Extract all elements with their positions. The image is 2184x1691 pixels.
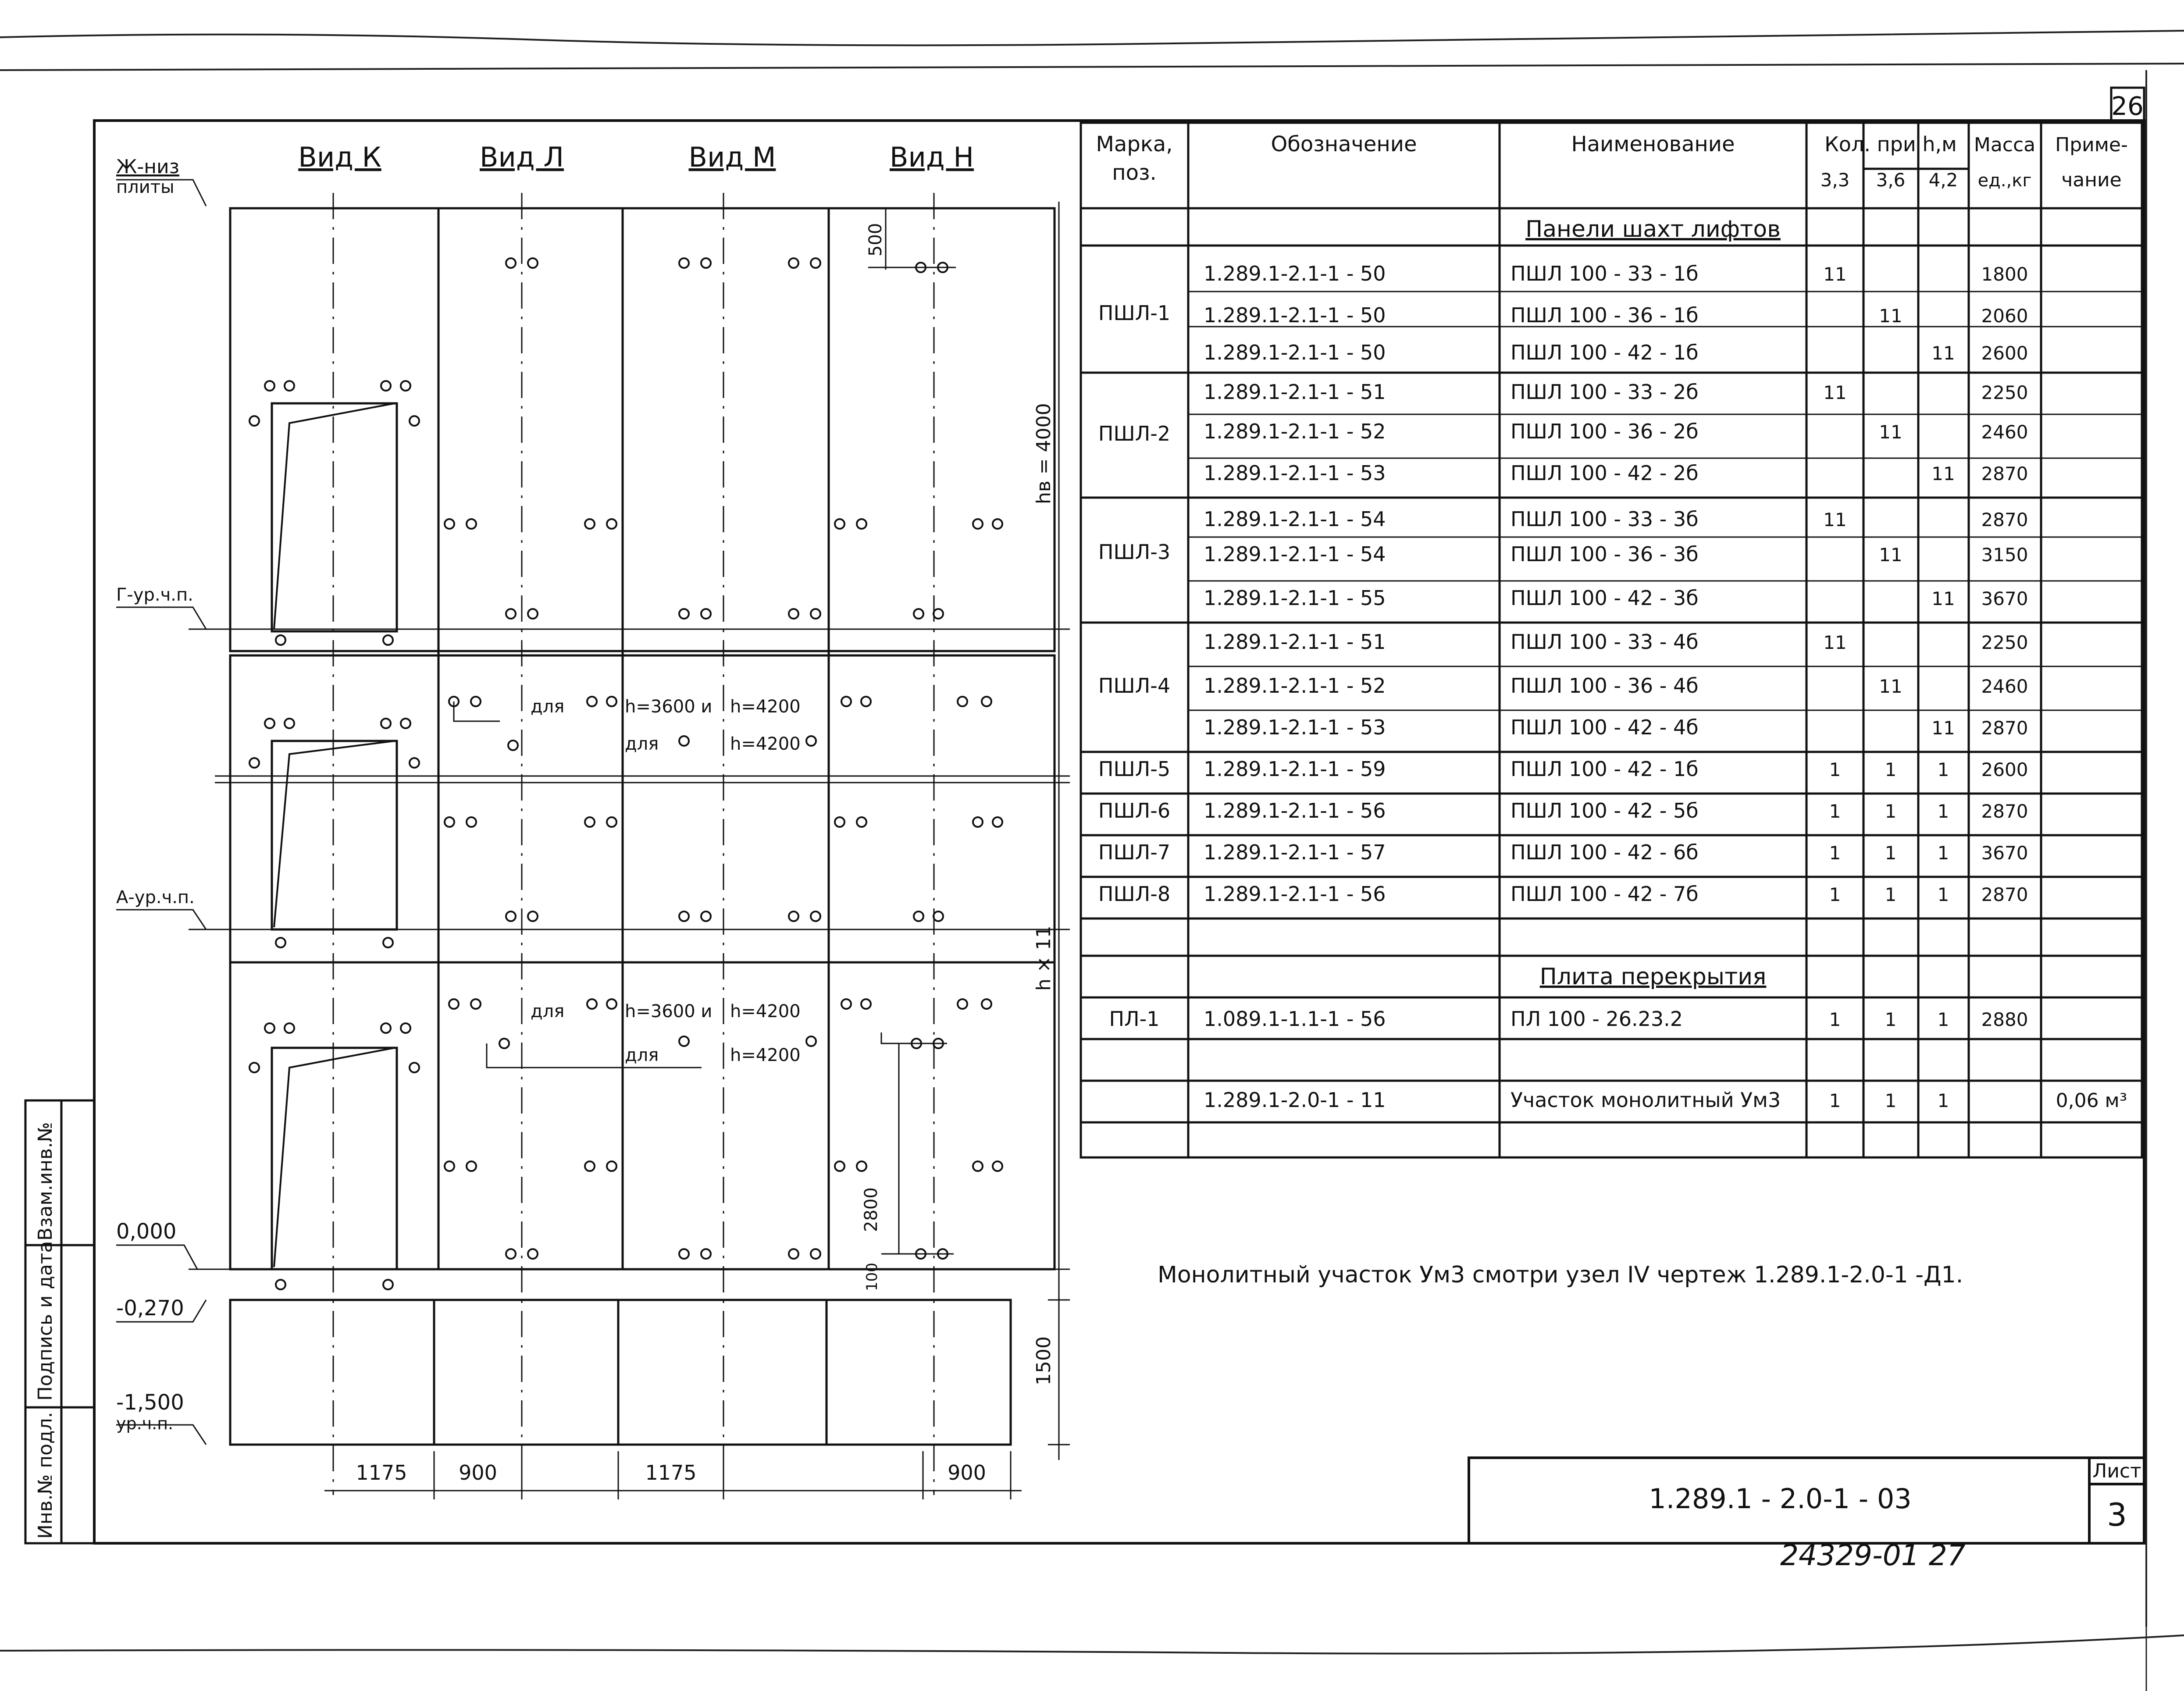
view-l-label: Вид Л: [479, 141, 564, 173]
row-marka: ПЛ-1: [1109, 1007, 1160, 1031]
anchor-hole: [265, 1023, 274, 1033]
row-massa: 3150: [1981, 544, 2028, 566]
level-zero: 0,000: [116, 1219, 177, 1244]
anchor-hole: [607, 999, 616, 1009]
header-prim-2: чание: [2061, 169, 2122, 191]
row-oboznachenie: 1.089.1-1.1-1 - 56: [1204, 1007, 1386, 1031]
row-naimenovanie: ПШЛ 100 - 36 - 1б: [1511, 303, 1699, 327]
header-massa-2: ед.,кг: [1977, 171, 2032, 191]
anchor-hole: [679, 258, 689, 268]
row-naimenovanie: ПЛ 100 - 26.23.2: [1511, 1007, 1683, 1031]
row-kol-36: 1: [1885, 801, 1897, 822]
level-a: А-ур.ч.п.: [116, 887, 195, 908]
anchor-hole: [679, 1036, 689, 1046]
row-marka: ПШЛ-6: [1098, 799, 1171, 822]
anchor-hole: [383, 1280, 393, 1289]
elevation-drawing: [116, 180, 1070, 1499]
anchor-hole: [445, 519, 454, 529]
row-oboznachenie: 1.289.1-2.1-1 - 50: [1204, 262, 1386, 285]
side-stamp-vzam: Взам.инв.№: [34, 1122, 57, 1241]
row-kol-33: 1: [1829, 1009, 1841, 1030]
anchor-hole: [914, 609, 923, 619]
anchor-hole: [276, 1280, 285, 1289]
note-h4200-2: h=4200: [730, 734, 801, 754]
anchor-hole: [587, 697, 597, 706]
anchor-hole: [993, 1161, 1002, 1171]
row-oboznachenie: 1.289.1-2.1-1 - 53: [1204, 716, 1386, 739]
anchor-hole: [857, 1161, 866, 1171]
dim-hv: hв = 4000: [1033, 403, 1055, 504]
anchor-hole: [285, 719, 294, 728]
anchor-hole: [607, 817, 616, 827]
anchor-hole: [585, 1161, 595, 1171]
dim-bottom-2: 900: [459, 1461, 497, 1485]
row-kol-42: 11: [1931, 717, 1955, 739]
anchor-hole: [383, 635, 393, 645]
anchor-hole: [607, 1161, 616, 1171]
anchor-hole: [445, 1161, 454, 1171]
row-massa: 2870: [1981, 801, 2028, 822]
anchor-hole: [585, 817, 595, 827]
anchor-hole: [265, 381, 274, 391]
header-oboznachenie: Обозначение: [1271, 132, 1417, 157]
row-prim: 0,06 м³: [2056, 1089, 2127, 1112]
dim-bottom-1: 1175: [356, 1461, 407, 1485]
dim-100: 100: [863, 1263, 881, 1291]
anchor-hole: [467, 1161, 476, 1171]
anchor-hole: [607, 697, 616, 706]
anchor-hole: [811, 258, 820, 268]
note-h3600-2: h=3600 и: [625, 1001, 713, 1022]
anchor-hole: [607, 519, 616, 529]
row-massa: 2460: [1981, 676, 2028, 697]
header-massa: Масса: [1974, 134, 2036, 156]
row-naimenovanie: ПШЛ 100 - 42 - 1б: [1511, 341, 1699, 364]
anchor-hole: [835, 817, 844, 827]
anchor-hole: [381, 719, 391, 728]
anchor-hole: [857, 519, 866, 529]
row-kol-33: 1: [1829, 884, 1841, 905]
anchor-hole: [857, 817, 866, 827]
anchor-hole: [701, 911, 711, 921]
level-minus-270: -0,270: [116, 1296, 184, 1321]
row-massa: 2870: [1981, 509, 2028, 530]
anchor-hole: [789, 609, 798, 619]
row-kol-33: 11: [1823, 382, 1847, 403]
anchor-hole: [381, 1023, 391, 1033]
row-massa: 2600: [1981, 342, 2028, 364]
row-kol-36: 11: [1879, 421, 1903, 443]
row-kol-42: 11: [1931, 463, 1955, 484]
row-kol-42: 1: [1937, 842, 1949, 864]
header-h33: 3,3: [1820, 169, 1850, 191]
anchor-hole: [835, 1161, 844, 1171]
row-oboznachenie: 1.289.1-2.1-1 - 57: [1204, 840, 1386, 864]
anchor-hole: [471, 697, 481, 706]
row-kol-36: 1: [1885, 884, 1897, 905]
row-kol-33: 1: [1829, 801, 1841, 822]
row-kol-36: 11: [1879, 544, 1903, 566]
anchor-hole: [285, 381, 294, 391]
anchor-hole: [528, 911, 538, 921]
row-massa: 2880: [1981, 1009, 2028, 1030]
note-h4200-1: h=4200: [730, 697, 801, 717]
anchor-hole: [861, 999, 871, 1009]
anchor-hole: [528, 609, 538, 619]
row-naimenovanie: ПШЛ 100 - 33 - 4б: [1511, 630, 1699, 654]
title-block-list-number: 3: [2107, 1496, 2127, 1533]
row-naimenovanie: ПШЛ 100 - 36 - 3б: [1511, 542, 1699, 566]
anchor-hole: [506, 609, 516, 619]
row-marka: ПШЛ-8: [1098, 882, 1171, 906]
anchor-hole: [410, 758, 419, 768]
anchor-hole: [508, 740, 518, 750]
anchor-hole: [276, 938, 285, 947]
anchor-hole: [383, 938, 393, 947]
row-oboznachenie: 1.289.1-2.1-1 - 53: [1204, 461, 1386, 485]
anchor-hole: [679, 911, 689, 921]
row-kol-33: 1: [1829, 842, 1841, 864]
level-g: Г-ур.ч.п.: [116, 585, 193, 605]
header-marka: Марка,: [1096, 132, 1173, 157]
level-ur-ch-p: ур.ч.п.: [116, 1414, 174, 1433]
row-naimenovanie: ПШЛ 100 - 42 - 3б: [1511, 586, 1699, 610]
anchor-hole: [506, 258, 516, 268]
row-massa: 2870: [1981, 717, 2028, 739]
row-naimenovanie: ПШЛ 100 - 42 - 6б: [1511, 840, 1699, 864]
row-kol-36: 1: [1885, 842, 1897, 864]
note-dlya-3: для: [531, 1001, 565, 1022]
row-naimenovanie: ПШЛ 100 - 42 - 2б: [1511, 461, 1699, 485]
header-h36: 3,6: [1876, 169, 1906, 191]
row-oboznachenie: 1.289.1-2.1-1 - 56: [1204, 882, 1386, 906]
row-kol-36: 1: [1885, 1009, 1897, 1030]
anchor-hole: [587, 999, 597, 1009]
anchor-hole: [467, 817, 476, 827]
row-massa: 2870: [1981, 463, 2028, 484]
anchor-hole: [249, 758, 259, 768]
note-h4200-3: h=4200: [730, 1001, 801, 1022]
row-kol-36: 1: [1885, 759, 1897, 780]
row-naimenovanie: ПШЛ 100 - 33 - 3б: [1511, 507, 1699, 531]
anchor-hole: [982, 999, 991, 1009]
anchor-hole: [835, 519, 844, 529]
note-monolith: Монолитный участок Ум3 смотри узел IV чертеж 1.289.1-2.0-1 -Д1.: [1158, 1262, 1963, 1288]
anchor-hole: [401, 1023, 410, 1033]
row-marka: ПШЛ-1: [1098, 301, 1171, 325]
row-massa: 3670: [1981, 842, 2028, 864]
anchor-hole: [806, 1036, 816, 1046]
row-oboznachenie: 1.289.1-2.1-1 - 54: [1204, 542, 1386, 566]
row-massa: 2250: [1981, 382, 2028, 403]
anchor-hole: [958, 697, 967, 706]
title-block-list-label: Лист: [2092, 1460, 2141, 1482]
view-n-label: Вид Н: [889, 141, 974, 173]
anchor-hole: [933, 911, 943, 921]
anchor-holes: [249, 258, 1002, 1289]
row-kol-42: 1: [1937, 1090, 1949, 1111]
anchor-hole: [276, 635, 285, 645]
anchor-hole: [381, 381, 391, 391]
view-m-label: Вид М: [688, 141, 776, 173]
anchor-hole: [993, 519, 1002, 529]
row-naimenovanie: ПШЛ 100 - 42 - 7б: [1511, 882, 1699, 906]
dim-500: 500: [866, 223, 886, 256]
anchor-hole: [679, 1249, 689, 1259]
row-naimenovanie: ПШЛ 100 - 42 - 4б: [1511, 716, 1699, 739]
anchor-hole: [993, 817, 1002, 827]
row-kol-36: 11: [1879, 305, 1903, 327]
anchor-hole: [265, 719, 274, 728]
row-massa: 2600: [1981, 759, 2028, 780]
dim-2800: 2800: [861, 1187, 881, 1232]
anchor-hole: [973, 817, 983, 827]
row-naimenovanie: ПШЛ 100 - 42 - 5б: [1511, 799, 1699, 822]
anchor-hole: [506, 911, 516, 921]
row-oboznachenie: 1.289.1-2.1-1 - 59: [1204, 757, 1386, 781]
row-naimenovanie: ПШЛ 100 - 42 - 1б: [1511, 757, 1699, 781]
row-kol-36: 11: [1879, 676, 1903, 697]
row-massa: 2460: [1981, 421, 2028, 443]
note-dlya-2: для: [625, 734, 659, 754]
anchor-hole: [528, 1249, 538, 1259]
anchor-hole: [401, 719, 410, 728]
header-h42: 4,2: [1928, 169, 1958, 191]
anchor-hole: [982, 697, 991, 706]
row-oboznachenie: 1.289.1-2.1-1 - 52: [1204, 674, 1386, 698]
row-massa: 2870: [1981, 884, 2028, 905]
anchor-hole: [958, 999, 967, 1009]
row-massa: 2060: [1981, 305, 2028, 327]
anchor-hole: [789, 258, 798, 268]
anchor-hole: [585, 519, 595, 529]
anchor-hole: [249, 416, 259, 426]
header-marka-2: поз.: [1112, 160, 1157, 185]
anchor-hole: [528, 258, 538, 268]
row-naimenovanie: ПШЛ 100 - 33 - 2б: [1511, 380, 1699, 404]
anchor-hole: [861, 697, 871, 706]
note-h4200-4: h=4200: [730, 1045, 801, 1065]
note-dlya-4: для: [625, 1045, 659, 1065]
anchor-hole: [806, 736, 816, 746]
level-slab-bottom-1: Ж-низ: [116, 156, 180, 178]
anchor-hole: [410, 1063, 419, 1072]
anchor-hole: [973, 1161, 983, 1171]
row-oboznachenie: 1.289.1-2.1-1 - 50: [1204, 303, 1386, 327]
row-kol-33: 1: [1829, 1090, 1841, 1111]
row-massa: 1800: [1981, 263, 2028, 285]
level-slab-bottom-2: плиты: [116, 177, 175, 197]
header-prim: Приме-: [2055, 134, 2128, 156]
side-stamp-inv-podl: Инв.№ подл.: [34, 1412, 57, 1539]
row-oboznachenie: 1.289.1-2.1-1 - 50: [1204, 341, 1386, 364]
row-marka: ПШЛ-2: [1098, 422, 1171, 445]
row-massa: 3670: [1981, 588, 2028, 609]
row-naimenovanie: Участок монолитный Ум3: [1511, 1088, 1781, 1112]
anchor-hole: [973, 519, 983, 529]
row-kol-42: 1: [1937, 1009, 1949, 1030]
row-kol-42: 11: [1931, 342, 1955, 364]
row-kol-33: 11: [1823, 263, 1847, 285]
anchor-hole: [841, 999, 851, 1009]
anchor-hole: [471, 999, 481, 1009]
anchor-hole: [679, 609, 689, 619]
row-kol-33: 11: [1823, 632, 1847, 653]
archive-number: 24329-01 27: [1780, 1538, 1966, 1572]
view-k-label: Вид К: [298, 141, 381, 173]
row-kol-42: 11: [1931, 588, 1955, 609]
row-marka: ПШЛ-3: [1098, 540, 1171, 564]
dim-hx11: h × 11: [1033, 926, 1055, 991]
side-stamp-podpis: Подпись и дата: [34, 1241, 57, 1401]
row-naimenovanie: ПШЛ 100 - 36 - 4б: [1511, 674, 1699, 698]
header-naimenovanie: Наименование: [1571, 132, 1735, 157]
sheet-number-top: 26: [2111, 91, 2144, 121]
sheet-trim-lines: [0, 31, 2184, 1691]
anchor-hole: [449, 999, 459, 1009]
dim-bottom-3: 1175: [645, 1461, 697, 1485]
row-oboznachenie: 1.289.1-2.1-1 - 56: [1204, 799, 1386, 822]
section-panels: Панели шахт лифтов: [1525, 216, 1781, 242]
row-marka: ПШЛ-4: [1098, 674, 1171, 698]
row-oboznachenie: 1.289.1-2.1-1 - 55: [1204, 586, 1386, 610]
anchor-hole: [249, 1063, 259, 1072]
anchor-hole: [679, 736, 689, 746]
row-kol-33: 11: [1823, 509, 1847, 530]
row-kol-42: 1: [1937, 801, 1949, 822]
anchor-hole: [701, 258, 711, 268]
row-marka: ПШЛ-5: [1098, 757, 1171, 781]
row-marka: ПШЛ-7: [1098, 840, 1171, 864]
anchor-hole: [285, 1023, 294, 1033]
row-naimenovanie: ПШЛ 100 - 33 - 1б: [1511, 262, 1699, 285]
row-oboznachenie: 1.289.1-2.1-1 - 51: [1204, 380, 1386, 404]
anchor-hole: [410, 416, 419, 426]
section-slab: Плита перекрытия: [1539, 964, 1767, 990]
anchor-hole: [789, 1249, 798, 1259]
row-kol-42: 1: [1937, 884, 1949, 905]
anchor-hole: [506, 1249, 516, 1259]
dim-1500: 1500: [1033, 1336, 1055, 1385]
note-h3600-1: h=3600 и: [625, 697, 713, 717]
row-oboznachenie: 1.289.1-2.1-1 - 54: [1204, 507, 1386, 531]
row-kol-33: 1: [1829, 759, 1841, 780]
row-oboznachenie: 1.289.1-2.0-1 - 11: [1204, 1088, 1386, 1112]
anchor-hole: [467, 519, 476, 529]
anchor-hole: [933, 609, 943, 619]
title-block-code: 1.289.1 - 2.0-1 - 03: [1649, 1483, 1912, 1515]
anchor-hole: [401, 381, 410, 391]
anchor-hole: [701, 609, 711, 619]
row-kol-42: 1: [1937, 759, 1949, 780]
anchor-hole: [445, 817, 454, 827]
anchor-hole: [811, 609, 820, 619]
anchor-hole: [914, 911, 923, 921]
anchor-hole: [789, 911, 798, 921]
note-dlya-1: для: [531, 697, 565, 717]
anchor-hole: [499, 1039, 509, 1048]
anchor-hole: [811, 911, 820, 921]
header-kol: Кол. при h,м: [1824, 132, 1957, 156]
dim-bottom-4: 900: [948, 1461, 986, 1485]
anchor-hole: [811, 1249, 820, 1259]
row-naimenovanie: ПШЛ 100 - 36 - 2б: [1511, 420, 1699, 443]
row-kol-36: 1: [1885, 1090, 1897, 1111]
level-minus-1500: -1,500: [116, 1390, 184, 1415]
anchor-hole: [701, 1249, 711, 1259]
anchor-hole: [841, 697, 851, 706]
row-oboznachenie: 1.289.1-2.1-1 - 51: [1204, 630, 1386, 654]
row-oboznachenie: 1.289.1-2.1-1 - 52: [1204, 420, 1386, 443]
row-massa: 2250: [1981, 632, 2028, 653]
